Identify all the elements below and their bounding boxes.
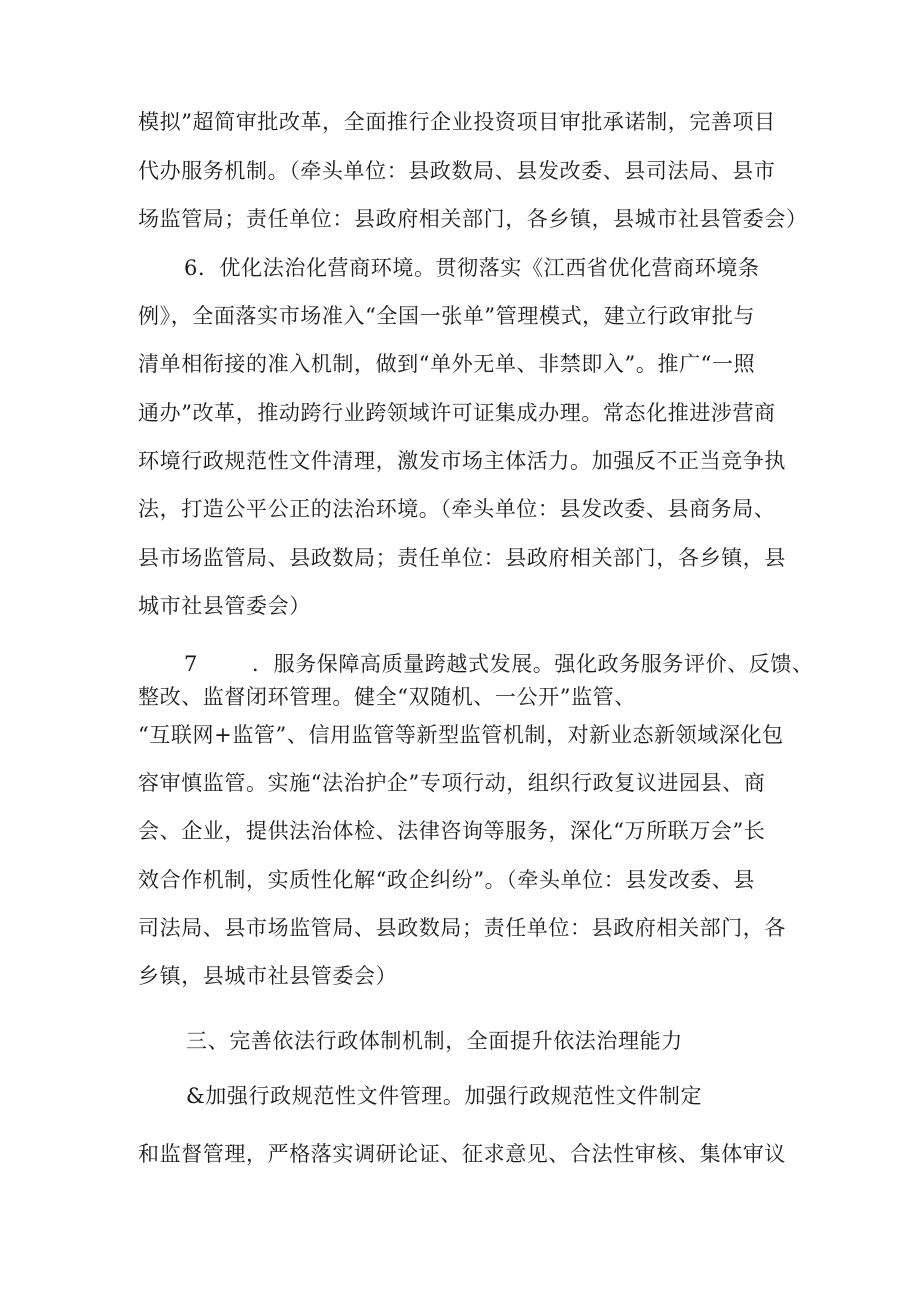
text-line: 环境行政规范性文件清理，激发市场主体活力。加强反不正当竞争执 xyxy=(138,449,786,473)
text-line: 通办”改革，推动跨行业跨领域许可证集成办理。常态化推进涉营商 xyxy=(138,401,776,425)
text-line: 和监督管理，严格落实调研论证、征求意见、合法性审核、集体审议 xyxy=(138,1142,786,1166)
paragraph-8-heading-line: &加强行政规范性文件管理。加强行政规范性文件制定 xyxy=(186,1084,703,1108)
text-line: 乡镇，县城市社县管委会） xyxy=(138,964,398,988)
text-line: 例》，全面落实市场准入“全国一张单”管理模式，建立行政审批与 xyxy=(138,304,755,328)
text-line: 清单相衔接的准入机制，做到“单外无单、非禁即入”。推广“一照 xyxy=(138,352,756,376)
paragraph-6-heading-line: 6．优化法治化营商环境。贯彻落实《江西省优化营商环境条 xyxy=(184,256,760,280)
text-line: “互联网+监管”、信用监管等新型监管机制，对新业态新领域深化包 xyxy=(138,723,784,747)
paragraph-7-heading-line: ．服务保障高质量跨越式发展。强化政务服务评价、反馈、 xyxy=(252,652,814,676)
text-line: 代办服务机制。（牵头单位：县政数局、县发改委、县司法局、县市 xyxy=(138,159,776,183)
text-line: 会、企业，提供法治体检、法律咨询等服务，深化“万所联万会”长 xyxy=(138,819,766,843)
text-line: 效合作机制，实质性化解“政企纠纷”。（牵头单位：县发改委、县 xyxy=(138,868,755,892)
text-line: 县市场监管局、县政数局；责任单位：县政府相关部门，各乡镇，县 xyxy=(138,546,786,570)
text-line: 城市社县管委会） xyxy=(138,594,311,618)
text-line: 司法局、县市场监管局、县政数局；责任单位：县政府相关部门，各 xyxy=(138,916,786,940)
text-line: 容审慎监管。实施“法治护企”专项行动，组织行政复议进园县、商 xyxy=(138,771,766,795)
text-line: 场监管局；责任单位：县政府相关部门，各乡镇，县城市社县管委会） xyxy=(138,207,808,231)
text-line: 法，打造公平公正的法治环境。（牵头单位：县发改委、县商务局、 xyxy=(138,497,776,521)
section-heading: 三、完善依法行政体制机制，全面提升依法治理能力 xyxy=(186,1029,683,1053)
text-line: 整改、监督闭环管理。健全“双随机、一公开”监管、 xyxy=(138,685,636,709)
text-line: 模拟”超简审批改革，全面推行企业投资项目审批承诺制，完善项目 xyxy=(138,110,776,134)
item-7-number: 7 xyxy=(184,652,198,676)
